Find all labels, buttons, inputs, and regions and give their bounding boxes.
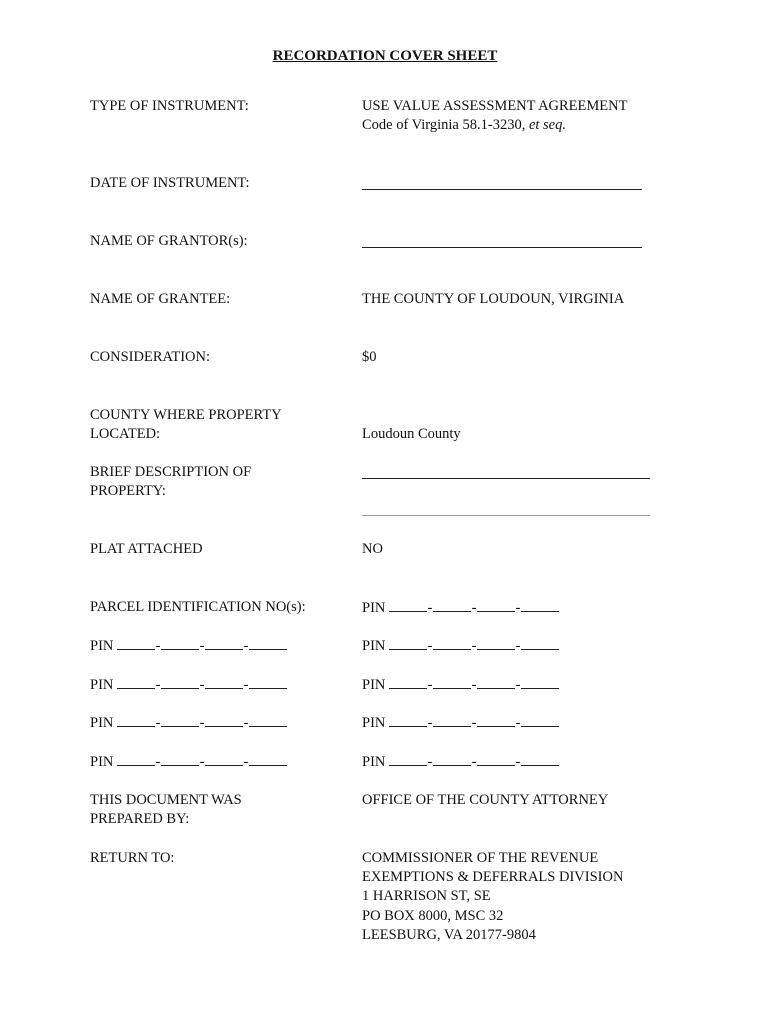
grantor-blank-line bbox=[362, 247, 642, 248]
et-seq-text: et seq. bbox=[528, 117, 566, 133]
pin-segment bbox=[477, 597, 515, 612]
pin-field: PIN - - - bbox=[362, 674, 559, 695]
pin-segment bbox=[205, 674, 243, 689]
pin-segment bbox=[117, 751, 155, 766]
consideration-label: CONSIDERATION: bbox=[90, 349, 211, 365]
pin-segment bbox=[521, 674, 559, 689]
pin-prefix: PIN bbox=[362, 715, 386, 731]
grantor-label: NAME OF GRANTOR(s): bbox=[90, 233, 248, 249]
pin-segment bbox=[117, 635, 155, 650]
pin-segment bbox=[389, 674, 427, 689]
pin-segment bbox=[477, 751, 515, 766]
pin-segment bbox=[205, 635, 243, 650]
pin-field: PIN - - - bbox=[362, 635, 559, 656]
page-title: RECORDATION COVER SHEET bbox=[272, 48, 498, 64]
pin-segment bbox=[477, 674, 515, 689]
pin-segment bbox=[477, 712, 515, 727]
plat-attached-value: NO bbox=[362, 541, 383, 557]
instrument-code-citation bbox=[362, 115, 566, 135]
parcel-id-label: PARCEL IDENTIFICATION NO(s): bbox=[90, 599, 306, 615]
return-to-line-1: COMMISSIONER OF THE REVENUE bbox=[362, 850, 599, 866]
pin-segment bbox=[433, 674, 471, 689]
pin-field: PIN - - - bbox=[362, 751, 559, 772]
prepared-by-label-line1: THIS DOCUMENT WAS bbox=[90, 792, 242, 808]
pin-segment bbox=[117, 674, 155, 689]
pin-segment bbox=[389, 712, 427, 727]
pin-field: PIN - - - bbox=[362, 712, 559, 733]
instrument-value: USE VALUE ASSESSMENT AGREEMENT bbox=[362, 98, 628, 114]
grantee-label: NAME OF GRANTEE: bbox=[90, 291, 231, 307]
date-of-instrument-label: DATE OF INSTRUMENT: bbox=[90, 175, 250, 191]
pin-segment bbox=[433, 712, 471, 727]
county-label-line1: COUNTY WHERE PROPERTY bbox=[90, 407, 282, 423]
pin-segment bbox=[477, 635, 515, 650]
plat-attached-label: PLAT ATTACHED bbox=[90, 541, 203, 557]
pin-segment bbox=[433, 597, 471, 612]
pin-prefix: PIN bbox=[90, 754, 114, 770]
pin-prefix: PIN bbox=[362, 638, 386, 654]
return-to-line-5: LEESBURG, VA 20177-9804 bbox=[362, 927, 536, 943]
return-to-line-2: EXEMPTIONS & DEFERRALS DIVISION bbox=[362, 869, 624, 885]
pin-segment bbox=[389, 597, 427, 612]
pin-segment bbox=[249, 674, 287, 689]
pin-segment bbox=[205, 751, 243, 766]
pin-segment bbox=[433, 751, 471, 766]
pin-prefix: PIN bbox=[90, 638, 114, 654]
pin-segment bbox=[161, 751, 199, 766]
return-to-label: RETURN TO: bbox=[90, 850, 175, 866]
description-blank-line-1 bbox=[362, 478, 650, 479]
date-blank-line bbox=[362, 189, 642, 190]
code-citation-text: Code of Virginia 58.1-3230, bbox=[362, 117, 529, 133]
pin-segment bbox=[161, 635, 199, 650]
pin-segment bbox=[389, 751, 427, 766]
description-blank-line-2 bbox=[362, 515, 650, 516]
prepared-by-value: OFFICE OF THE COUNTY ATTORNEY bbox=[362, 792, 609, 808]
pin-prefix: PIN bbox=[90, 677, 114, 693]
pin-segment bbox=[249, 635, 287, 650]
pin-segment bbox=[161, 674, 199, 689]
pin-prefix: PIN bbox=[362, 600, 386, 616]
pin-field: PIN - - - bbox=[90, 712, 287, 733]
pin-segment bbox=[117, 712, 155, 727]
pin-segment bbox=[521, 635, 559, 650]
pin-segment bbox=[521, 712, 559, 727]
pin-segment bbox=[249, 751, 287, 766]
pin-field: PIN - - - bbox=[90, 751, 287, 772]
pin-prefix: PIN bbox=[362, 754, 386, 770]
pin-segment bbox=[249, 712, 287, 727]
pin-segment bbox=[521, 597, 559, 612]
county-label-line2: LOCATED: bbox=[90, 426, 161, 442]
pin-segment bbox=[521, 751, 559, 766]
consideration-value: $0 bbox=[362, 349, 377, 365]
pin-prefix: PIN bbox=[362, 677, 386, 693]
pin-field: PIN - - - bbox=[90, 674, 287, 695]
pin-segment bbox=[389, 635, 427, 650]
prepared-by-label-line2: PREPARED BY: bbox=[90, 811, 190, 827]
return-to-line-3: 1 HARRISON ST, SE bbox=[362, 888, 491, 904]
return-to-line-4: PO BOX 8000, MSC 32 bbox=[362, 908, 504, 924]
pin-field: PIN - - - bbox=[362, 597, 559, 618]
pin-segment bbox=[161, 712, 199, 727]
type-of-instrument-label: TYPE OF INSTRUMENT: bbox=[90, 98, 249, 114]
grantee-value: THE COUNTY OF LOUDOUN, VIRGINIA bbox=[362, 291, 625, 307]
pin-prefix: PIN bbox=[90, 715, 114, 731]
pin-field: PIN - - - bbox=[90, 635, 287, 656]
pin-segment bbox=[433, 635, 471, 650]
pin-segment bbox=[205, 712, 243, 727]
description-label-line2: PROPERTY: bbox=[90, 483, 166, 499]
description-label-line1: BRIEF DESCRIPTION OF bbox=[90, 464, 252, 480]
county-value: Loudoun County bbox=[362, 426, 461, 442]
